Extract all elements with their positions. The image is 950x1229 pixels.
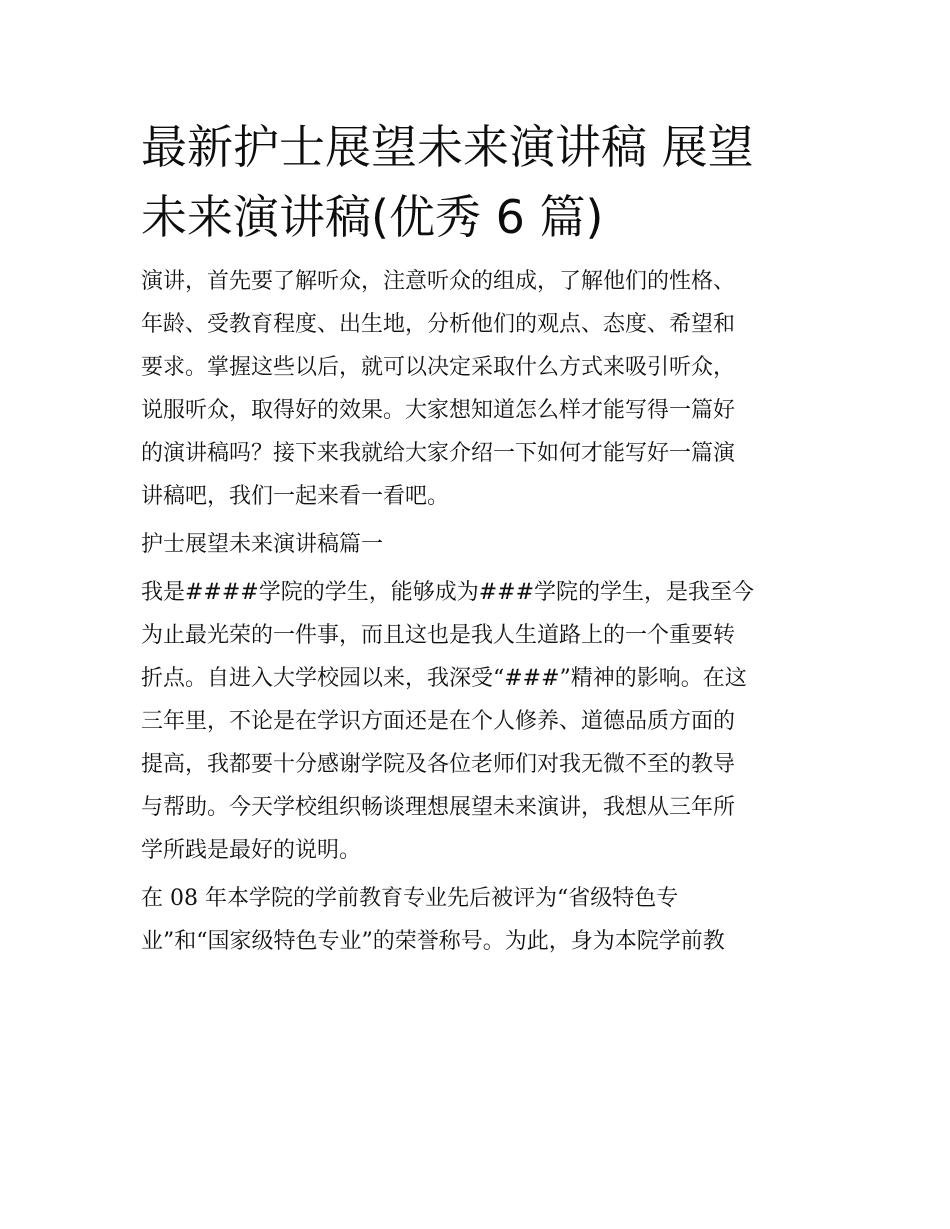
- intro-line: 要求。掌握这些以后，就可以决定采取什么方式来吸引听众，: [141, 355, 736, 380]
- intro-line: 说服听众，取得好的效果。大家想知道怎么样才能写得一篇好: [141, 398, 736, 423]
- body-paragraph-1: [141, 571, 813, 872]
- section-heading: 护士展望未来演讲稿篇一: [141, 532, 384, 557]
- body-paragraph-2: [141, 877, 813, 963]
- intro-line: 年龄、受教育程度、出生地，分析他们的观点、态度、希望和: [141, 312, 736, 337]
- intro-line: 演讲，首先要了解听众，注意听众的组成，了解他们的性格、: [141, 269, 736, 294]
- intro-line: 的演讲稿吗？接下来我就给大家介绍一下如何才能写好一篇演: [141, 441, 736, 466]
- intro-line: 讲稿吧，我们一起来看一看吧。: [141, 484, 450, 509]
- body-line: 为止最光荣的一件事，而且这也是我人生道路上的一个重要转: [141, 623, 736, 648]
- intro-paragraph: [141, 260, 813, 518]
- body-line: 折点。自进入大学校园以来，我深受“###”精神的影响。在这: [141, 666, 747, 691]
- body-line: 与帮助。今天学校组织畅谈理想展望未来演讲，我想从三年所: [141, 795, 736, 820]
- body-line: 在 08 年本学院的学前教育专业先后被评为“省级特色专: [141, 886, 679, 911]
- body-line: 业”和“国家级特色专业”的荣誉称号。为此，身为本院学前教: [141, 929, 725, 954]
- body-line: 学所践是最好的说明。: [141, 838, 362, 863]
- document-title: [141, 112, 813, 252]
- title-line-1: 最新护士展望未来演讲稿 展望: [141, 120, 754, 174]
- body-line: 提高，我都要十分感谢学院及各位老师们对我无微不至的教导: [141, 752, 736, 777]
- title-line-2: 未来演讲稿(优秀 6 篇): [141, 190, 604, 244]
- body-line: 三年里，不论是在学识方面还是在个人修养、道德品质方面的: [141, 709, 736, 734]
- body-line: 我是####学院的学生，能够成为###学院的学生，是我至今: [141, 580, 755, 605]
- document-content: [141, 112, 813, 963]
